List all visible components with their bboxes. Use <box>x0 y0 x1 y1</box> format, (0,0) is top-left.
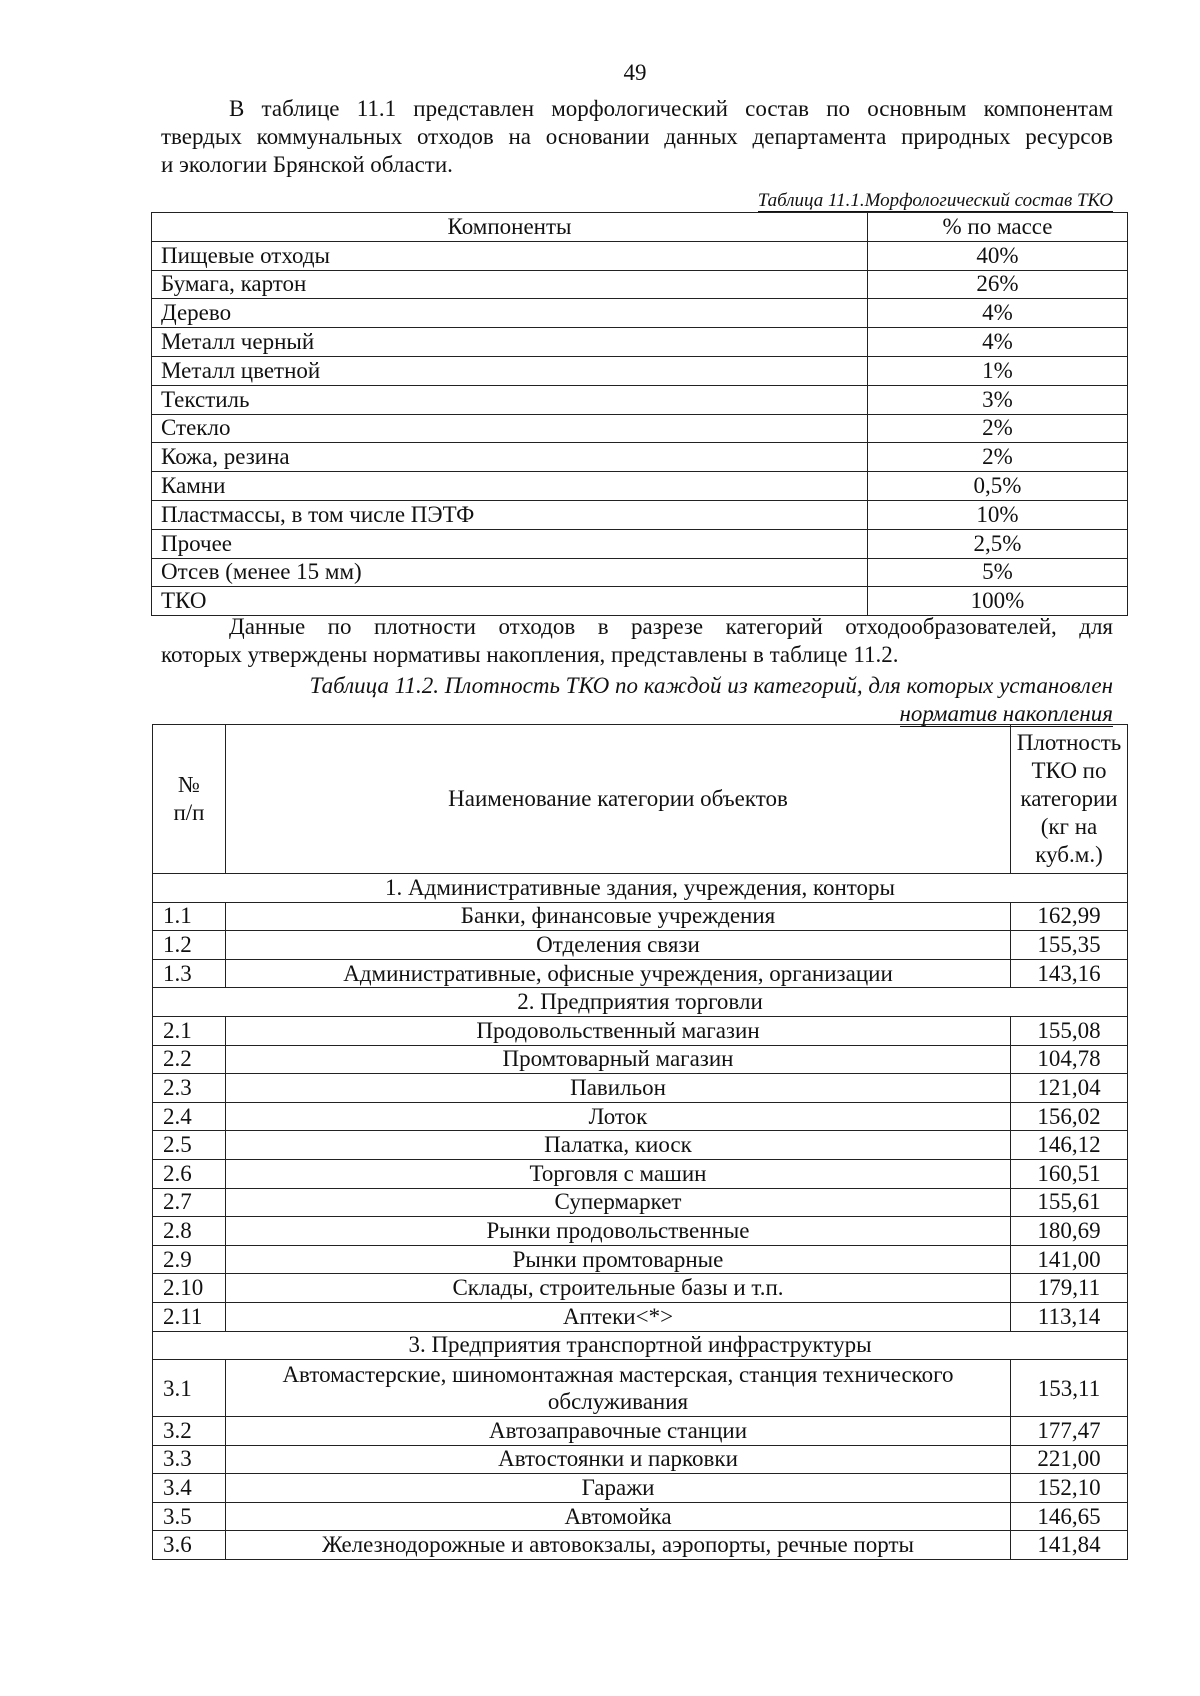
table-row <box>153 902 1128 931</box>
component-name: Дерево <box>152 299 868 328</box>
table1-caption: Таблица 11.1.Морфологический состав ТКО <box>757 190 1113 211</box>
intro-line: В таблице 11.1 представлен морфологический состав по основным компонентам <box>229 96 1113 121</box>
component-name: Отсев (менее 15 мм) <box>152 558 868 587</box>
density-value: 146,65 <box>1011 1502 1128 1531</box>
section-title: 1. Административные здания, учреждения, конторы <box>153 874 1128 903</box>
intro-line: и экологии Брянской области. <box>161 152 453 177</box>
category-name: Гаражи <box>226 1474 1011 1503</box>
header-number-line: п/п <box>173 800 205 825</box>
row-number: 1.3 <box>153 959 226 988</box>
header-percent: % по массе <box>868 213 1128 242</box>
row-number: 1.2 <box>153 931 226 960</box>
header-category-name: Наименование категории объектов <box>226 725 1011 874</box>
density-value: 156,02 <box>1011 1102 1128 1131</box>
component-name: Металл цветной <box>152 356 868 385</box>
table-row <box>152 299 1128 328</box>
category-name: Железнодорожные и автовокзалы, аэропорты, речные порты <box>226 1531 1011 1560</box>
density-value: 179,11 <box>1011 1274 1128 1303</box>
component-percent: 3% <box>868 385 1128 414</box>
category-name: Автомастерские, шиномонтажная мастерская, станция технического обслуживания <box>226 1360 1011 1417</box>
density-value: 155,08 <box>1011 1016 1128 1045</box>
component-name: Металл черный <box>152 328 868 357</box>
middle-paragraph <box>161 613 1113 669</box>
header-number <box>153 725 226 874</box>
table-row <box>153 1016 1128 1045</box>
table-row <box>152 558 1128 587</box>
table-row <box>152 356 1128 385</box>
component-percent: 40% <box>868 241 1128 270</box>
component-name: Текстиль <box>152 385 868 414</box>
header-density-line: (кг на <box>1040 814 1098 839</box>
category-name: Административные, офисные учреждения, организации <box>226 959 1011 988</box>
density-value: 160,51 <box>1011 1159 1128 1188</box>
section-row <box>153 988 1128 1017</box>
component-name: Пластмассы, в том числе ПЭТФ <box>152 500 868 529</box>
section-title: 3. Предприятия транспортной инфраструктуры <box>153 1331 1128 1360</box>
header-density-line: категории <box>1020 786 1118 811</box>
page-number: 49 <box>623 60 647 85</box>
table-row <box>153 1531 1128 1560</box>
category-name: Рынки продовольственные <box>226 1217 1011 1246</box>
category-name: Промтоварный магазин <box>226 1045 1011 1074</box>
table-row <box>152 500 1128 529</box>
middle-line: Данные по плотности отходов в разрезе категорий отходообразователей, для <box>229 614 1113 639</box>
category-name: Склады, строительные базы и т.п. <box>226 1274 1011 1303</box>
density-value: 141,84 <box>1011 1531 1128 1560</box>
density-value: 153,11 <box>1011 1360 1128 1417</box>
header-density-line: ТКО по <box>1031 758 1107 783</box>
density-value: 155,35 <box>1011 931 1128 960</box>
section-title: 2. Предприятия торговли <box>153 988 1128 1017</box>
table-row <box>153 1045 1128 1074</box>
row-number: 3.5 <box>153 1502 226 1531</box>
morphology-table <box>151 212 1128 616</box>
table-row <box>152 385 1128 414</box>
row-number: 2.3 <box>153 1074 226 1103</box>
table-row <box>152 443 1128 472</box>
table-row <box>152 529 1128 558</box>
density-value: 146,12 <box>1011 1131 1128 1160</box>
row-number: 3.3 <box>153 1445 226 1474</box>
component-percent: 2% <box>868 414 1128 443</box>
component-percent: 1% <box>868 356 1128 385</box>
section-row <box>153 1331 1128 1360</box>
component-percent: 2% <box>868 443 1128 472</box>
table-row <box>153 1217 1128 1246</box>
density-value: 162,99 <box>1011 902 1128 931</box>
table-row <box>153 1445 1128 1474</box>
row-number: 2.5 <box>153 1131 226 1160</box>
component-percent: 4% <box>868 328 1128 357</box>
table-row <box>153 1502 1128 1531</box>
category-name: Рынки промтоварные <box>226 1245 1011 1274</box>
category-name: Палатка, киоск <box>226 1131 1011 1160</box>
density-value: 152,10 <box>1011 1474 1128 1503</box>
density-value: 221,00 <box>1011 1445 1128 1474</box>
component-name: Пищевые отходы <box>152 241 868 270</box>
category-name: Лоток <box>226 1102 1011 1131</box>
table-row <box>153 1159 1128 1188</box>
density-value: 104,78 <box>1011 1045 1128 1074</box>
component-percent: 4% <box>868 299 1128 328</box>
header-components: Компоненты <box>152 213 868 242</box>
density-value: 155,61 <box>1011 1188 1128 1217</box>
component-name: Стекло <box>152 414 868 443</box>
category-name: Банки, финансовые учреждения <box>226 902 1011 931</box>
table-row <box>153 1074 1128 1103</box>
table-row <box>153 1474 1128 1503</box>
row-number: 2.6 <box>153 1159 226 1188</box>
table-row <box>152 414 1128 443</box>
table-row <box>153 1274 1128 1303</box>
category-name: Павильон <box>226 1074 1011 1103</box>
table-row <box>153 1302 1128 1331</box>
density-value: 143,16 <box>1011 959 1128 988</box>
category-name: Супермаркет <box>226 1188 1011 1217</box>
table-row <box>153 1360 1128 1417</box>
density-value: 180,69 <box>1011 1217 1128 1246</box>
table-row <box>152 472 1128 501</box>
header-density <box>1011 725 1128 874</box>
row-number: 3.1 <box>153 1360 226 1417</box>
row-number: 2.8 <box>153 1217 226 1246</box>
row-number: 2.9 <box>153 1245 226 1274</box>
row-number: 2.1 <box>153 1016 226 1045</box>
component-percent: 10% <box>868 500 1128 529</box>
table-row <box>152 241 1128 270</box>
component-percent: 26% <box>868 270 1128 299</box>
component-percent: 5% <box>868 558 1128 587</box>
intro-paragraph <box>161 95 1113 179</box>
density-value: 177,47 <box>1011 1417 1128 1446</box>
table2-caption: Таблица 11.2. Плотность ТКО по каждой из категорий, для которых установлен норматив накопления <box>309 673 1113 726</box>
intro-line: твердых коммунальных отходов на основании данных департамента природных ресурсов <box>161 124 1113 149</box>
table-row <box>153 1188 1128 1217</box>
row-number: 2.10 <box>153 1274 226 1303</box>
component-percent: 100% <box>868 587 1128 616</box>
category-name: Аптеки<*> <box>226 1302 1011 1331</box>
table-row <box>153 1417 1128 1446</box>
table-row <box>152 270 1128 299</box>
category-name: Автомойка <box>226 1502 1011 1531</box>
row-number: 2.7 <box>153 1188 226 1217</box>
section-row <box>153 874 1128 903</box>
middle-line: которых утверждены нормативы накопления, представлены в таблице 11.2. <box>161 642 899 667</box>
table-header-row <box>152 213 1128 242</box>
row-number: 3.6 <box>153 1531 226 1560</box>
table-row <box>153 1131 1128 1160</box>
category-name: Отделения связи <box>226 931 1011 960</box>
category-name: Автостоянки и парковки <box>226 1445 1011 1474</box>
category-name: Продовольственный магазин <box>226 1016 1011 1045</box>
row-number: 2.11 <box>153 1302 226 1331</box>
component-name: ТКО <box>152 587 868 616</box>
density-value: 113,14 <box>1011 1302 1128 1331</box>
header-density-line: куб.м.) <box>1035 842 1103 867</box>
row-number: 2.4 <box>153 1102 226 1131</box>
table-row <box>153 1102 1128 1131</box>
row-number: 2.2 <box>153 1045 226 1074</box>
row-number: 1.1 <box>153 902 226 931</box>
row-number: 3.4 <box>153 1474 226 1503</box>
category-name: Торговля с машин <box>226 1159 1011 1188</box>
table-row <box>152 587 1128 616</box>
category-name: Автозаправочные станции <box>226 1417 1011 1446</box>
header-number-line: № <box>178 772 200 797</box>
table-row <box>153 1245 1128 1274</box>
table-row <box>153 959 1128 988</box>
density-value: 141,00 <box>1011 1245 1128 1274</box>
header-density-line: Плотность <box>1016 730 1122 755</box>
density-value: 121,04 <box>1011 1074 1128 1103</box>
component-percent: 0,5% <box>868 472 1128 501</box>
component-name: Камни <box>152 472 868 501</box>
component-percent: 2,5% <box>868 529 1128 558</box>
table-row <box>152 328 1128 357</box>
row-number: 3.2 <box>153 1417 226 1446</box>
component-name: Бумага, картон <box>152 270 868 299</box>
component-name: Прочее <box>152 529 868 558</box>
component-name: Кожа, резина <box>152 443 868 472</box>
table-header-row <box>153 725 1128 874</box>
density-table <box>152 724 1128 1560</box>
table-row <box>153 931 1128 960</box>
